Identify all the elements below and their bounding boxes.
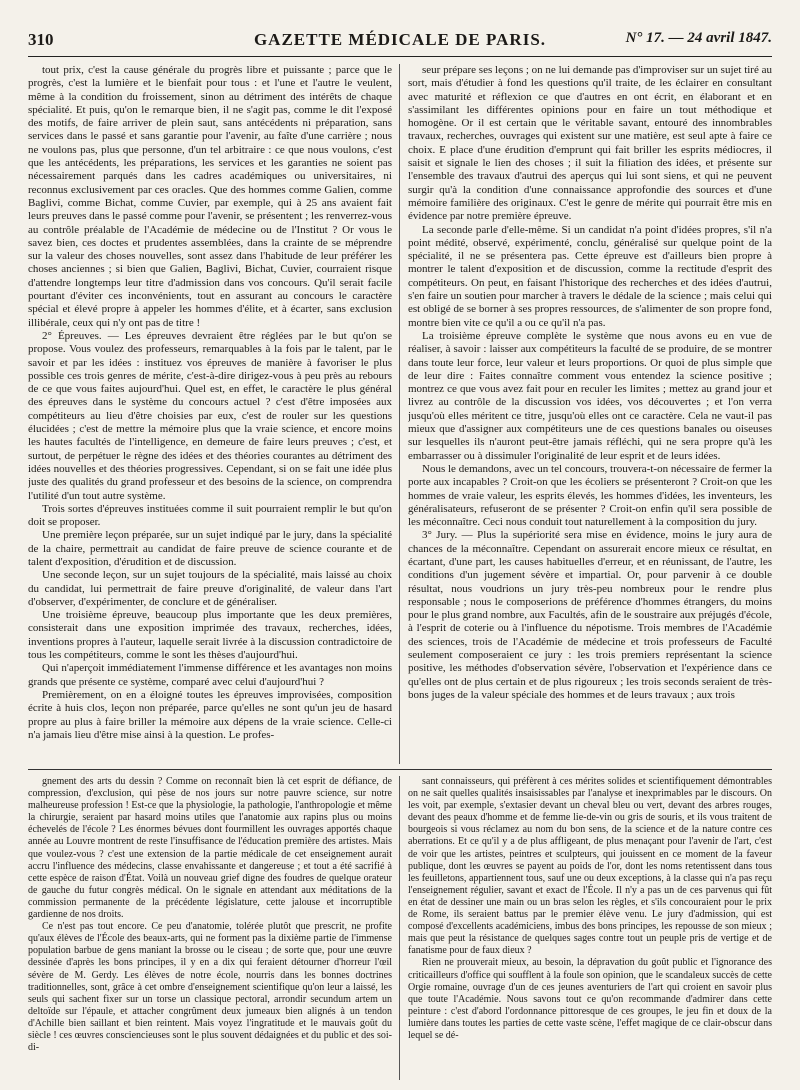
paragraph: seur prépare ses leçons ; on ne lui demande pas d'improviser sur un sujet tiré au sort, mais d'étudier à fond les questions qu'il traite, de les éclairer en consultant avec maturité et réflexion ce que d'autres en ont écrit, en élaborant et en s'assimilant les différentes opinions pour en faire un tout méthodique et homogène. Or il est certain que le véritable savant, entouré des innombrables travaux, recherches, ouvrages qui existent sur une matière, est seul apte à faire ce choix. E place d'une érudition d'emprunt qui fait briller les esprits médiocres, il saisit et signale le lien des choses ; il suit la filiation des idées, et présente sur l'ensemble des travaux d'autrui des aperçus qui lui sont siens, et qui ne peuvent surgir qu'à la condition d'une connaissance approfondie des sources et d'une mémoire familière des originaux. C'est le genre de mérite qui pourrait être mis en évidence par notre première épreuve. <box>408 64 772 223</box>
article-body <box>28 64 772 764</box>
issue-line: N° 17. — 24 avril 1847. <box>625 30 772 46</box>
paragraph: 2° Épreuves. — Les épreuves devraient être réglées par le but qu'on se propose. Vous voulez des professeurs, remarquables à la fois par le talent, par le savoir et par les idées : instituez vos épreuves de manière à favoriser le plus possible ces trois genres de mérite, c'est-à-dire dirigez-vous à peu près au rebours de ce que vous faites aujourd'hui. Quel est, en effet, le caractère le plus général des épreuves dans le système du concours actuel ? c'est d'être imposées aux compétiteurs au lieu d'être choisies par eux, c'est de rouler sur les questions élucidées ; c'est de mettre la mémoire plus que la vraie science, et encore moins les hautes facultés de l'intelligence, en demeure de faire leurs preuves ; c'est, et surtout, de perpétuer le règne des idées et des théories courantes au détriment des idées nouvelles et des théories progressives. Cependant, si on se fait une idée plus juste des qualités du grand professeur et des besoins de la science, on comprendra l'utilité d'un tout autre système. <box>28 329 392 502</box>
paragraph: 3° Jury. — Plus la supériorité sera mise en évidence, moins le jury aura de chances de la méconnaître. Cependant on assurerait encore mieux ce résultat, en écartant, d'une part, les causes habituelles d'erreur, et en réunissant, de l'autre, les conditions d'un jugement sévère et impartial. Or, pour parvenir à ce double résultat, nous voudrions un jury très-peu nombreux pour le rendre plus responsable ; nous le composerions de préférence d'hommes étrangers, du moins pour le plus grand nombre, aux Facultés, afin de le soustraire aux préjugés d'école, à l'esprit de coterie ou à l'influence du népotisme. Trois membres de l'Académie des sciences, trois de l'Académie de médecine et trois professeurs de Faculté seulement composeraient ce jury : les trois premiers représentant la science positive, les méthodes d'observation sévère, l'observation et l'expérience dans ce qu'elles ont de plus certain et de plus rigoureux ; les trois seconds seraient de très-bons juges de la valeur spéciale des hommes et de leurs travaux ; aux trois <box>408 529 772 701</box>
column-divider <box>399 64 400 764</box>
paragraph: gnement des arts du dessin ? Comme on reconnaît bien là cet esprit de défiance, de compression, d'exclusion, qui pèse de nos jours sur notre pauvre science, sur notre malheureuse profession ! Est-ce que la physiologie, la pathologie, l'anthropologie et même la chirurgie, seraient par hasard moins utiles que l'anatomie aux rapins plus ou moins échevelés de l'école ? Les énormes bévues dont fourmillent les ouvrages apportés chaque année au Louvre montrent de reste l'insuffisance de l'éducation première des artistes. Mais que voulez-vous ? c'est une extension de la partie médicale de cet enseignement aurait accru l'influence des médecins, classe envahissante et dangereuse ; et tout a été sacrifié à cette espèce de raison d'État. Voilà un nouveau grief digne des foudres de quelque orateur de gauche du futur congrès médical. On le signale en attendant aux méditations de la commission permanente de la précédente législature, cette jalouse et incorruptible gardienne de nos droits. <box>28 776 392 921</box>
column-divider <box>399 776 400 1080</box>
paragraph: Une troisième épreuve, beaucoup plus importante que les deux premières, consisterait dans une exposition imprimée des travaux, recherches, idées, inventions propres à l'auteur, laquelle serait livrée à la discussion contradictoire de tous les compétiteurs, comme le sont les thèses d'aujourd'hui. <box>28 609 392 662</box>
article-right-column <box>408 64 772 764</box>
page-header <box>28 28 772 57</box>
article-left-column <box>28 64 392 764</box>
feuilleton-body <box>28 776 772 1080</box>
feuilleton-separator <box>28 769 772 770</box>
feuilleton-left-column <box>28 776 392 1080</box>
paragraph: La seconde parle d'elle-même. Si un candidat n'a point d'idées propres, s'il n'a point médité, observé, expérimenté, conclu, généralisé sur quelque point de la spécialité, il ne se présentera pas. Cette épreuve est d'ailleurs bien propre à montrer le talent d'exposition et de discussion, comme la rectitude d'esprit des compétiteurs. On peut, en faisant l'historique des recherches et des idées d'autrui, s'en faire un soutien pour marcher à travers le dédale de la science ; mais celui qui est obligé de se borner à ses propres ressources, de s'alimenter de son propre fond, montre bien vite ce qu'il a ou ce qu'il n'a pas. <box>408 223 772 329</box>
journal-title: GAZETTE MÉDICALE DE PARIS. <box>253 30 547 49</box>
paragraph: Premièrement, on en a éloigné toutes les épreuves improvisées, composition écrite à huis clos, leçon non préparée, parce qu'elles ne sont qu'un jeu de hasard propre au plus à faire briller la mémoire aux dépens de la vraie science. Celle-ci n'a jamais lieu d'être mise ainsi à la question. Le profes- <box>28 688 392 741</box>
paragraph: La troisième épreuve complète le système que nous avons eu en vue de réaliser, à savoir : laisser aux compétiteurs la faculté de se produire, de se montrer dans toute leur force, leur valeur et leurs proportions. Or quoi de plus simple que de leur dire : Faites connaître comment vous entendez la science positive ; montrez ce que vous avez fait pour en reculer les limites ; mettez au grand jour et livrez au contrôle de la discussion vos idées, vos découvertes ; et l'on verra jusqu'où elles méritent ce titre, jusqu'où elles ont ce caractère. Cela ne vaut-il pas mieux que d'assigner aux compétiteurs une de ces questions banales ou oiseuses sur lesquelles ils n'auront peut-être jamais réfléchi, qui ne sera propre qu'à les embarrasser ou à dissimuler l'originalité de leur esprit et de leurs idées. <box>408 329 772 462</box>
paragraph: sant connaisseurs, qui préfèrent à ces mérites solides et scientifiquement démontrables on ne sait quelles qualités insaisissables par l'analyse et inexprimables par le discours. On les voit, par exemple, s'extasier devant un cheval bleu ou vert, devant des arbres rouges, devant des peaux d'homme et de femme lie-de-vin ou gris de souris, et ils vous traitent de bourgeois si vous réclamez au nom du bon sens, de la science et de la nature contre ces aberrations. Et ce qu'il y a de plus affligeant, de plus menaçant pour l'avenir de l'art, c'est de voir que les artistes, peintres et sculpteurs, qui jouissent en ce moment de la faveur publique, dont les œuvres se payent au poids de l'or, dont les noms retentissent dans tous les feuilletons, appartiennent tous, sauf une ou deux exceptions, à la classe qui n'a pas reçu l'enseignement régulier, savant et exact de l'École. Il n'y a pas un de ces parvenus qui fût en état de dessiner une main ou un bras selon les règles, et s'ils concouraient pour le prix de Rome, ils seraient battus par le premier élève venu. Le jury d'admission, qui est composé d'excellents académiciens, imbus des bons principes, les repousse de son mieux ; mais que peut la résistance de quelques sages contre tout un peuple pris de vertige et de fanatisme pour de faux dieux ? <box>408 776 772 957</box>
paragraph: Trois sortes d'épreuves instituées comme il suit pourraient remplir le but qu'on doit se proposer. <box>28 502 392 529</box>
paragraph: Qui n'aperçoit immédiatement l'immense différence et les avantages non moins grands que présente ce système, comparé avec celui d'aujourd'hui ? <box>28 662 392 688</box>
page-number: 310 <box>28 30 54 49</box>
paragraph: tout prix, c'est la cause générale du progrès libre et puissante ; parce que le progrès, c'est la lumière et le bienfait pour tous : et l'une et l'autre le veulent, même à la condition du froissement, sinon au détriment des intérêts de chaque spécialité. Et puis, qu'on le remarque bien, il ne s'agit pas, comme le dit l'exposé des motifs, de faire arriver de plein saut, sans antécédents ni préparation, sans services dans le passé et sans garantie pour l'avenir, au faîte d'une carrière ; nous ne voulons pas, plus que personne, d'un tel arbitraire : ce que nous voulons, c'est que les antécédents, les préparations, les services et les garanties ne soient pas nécessairement parqués dans les cadres académiques ou universitaires, ni reconnus exclusivement par ces oracles. Que des hommes comme Galien, comme Baglivi, comme Bichat, comme Cuvier, par exemple, qui à 25 ans avaient fait leurs preuves dans le passé comme pour l'avenir, se présentent ; les renverrez-vous au contrôle préalable de l'Académie de médecine ou de l'Institut ? Or vous le savez bien, ces doctes et prudentes assemblées, dans la crainte de se méprendre sur la valeur des choses nouvelles, sont assez dans l'habitude de leur préférer les choses anciennes ; si bien que Galien, Baglivi, Bichat, Cuvier, courraient risque d'attendre longtemps leur titre d'admission dans vos concours. Qu'il serait facile pourtant d'éviter ces inconvénients, tout en assurant au concours le caractère spécial et élevé propre à appeler les hommes d'élite, et à écarter, sans exclusion illibérale, ceux qui n'y ont pas de titre ! <box>28 64 392 329</box>
feuilleton-right-column <box>408 776 772 1080</box>
paragraph: Une seconde leçon, sur un sujet toujours de la spécialité, mais laissé au choix du candidat, lui permettrait de faire preuve d'originalité, de valeur dans l'art d'observer, d'expérimenter, de conclure et de généraliser. <box>28 569 392 608</box>
paragraph: Une première leçon préparée, sur un sujet indiqué par le jury, dans la spécialité de la chaire, permettrait au candidat de faire preuve de science courante et de talent d'exposition, d'érudition et de discussion. <box>28 529 392 568</box>
paragraph: Nous le demandons, avec un tel concours, trouvera-t-on nécessaire de fermer la porte aux incapables ? Croit-on que les écoliers se présenteront ? Croit-on que les hommes de vraie valeur, les esprits élevés, les hommes d'idées, les inventeurs, les généralisateurs, refuseront de se présenter ? Croit-on enfin qu'il sera possible de les méconnaître. Ceci nous conduit tout naturellement à la composition du jury. <box>408 462 772 529</box>
paragraph: Rien ne prouverait mieux, au besoin, la dépravation du goût public et l'ignorance des criticailleurs d'office qui soufflent à la foule son opinion, que le scandaleux succès de cette Orgie romaine, ouvrage d'un de ces jeunes aventuriers de l'art qui croient en savoir plus que toute l'Académie. Nous savons tout ce qu'on recommande d'admirer dans cette peinture : c'est d'abord l'ordonnance pittoresque de ces groupes, le jeu fin et doux de la lumière dans toutes les parties de cette vaste scène, l'effet magique de ce clair-obscur dans lequel se dé- <box>408 957 772 1041</box>
paragraph: Ce n'est pas tout encore. Ce peu d'anatomie, tolérée plutôt que prescrit, ne profite qu'aux élèves de l'École des beaux-arts, qui ne forment pas la dixième partie de l'immense population barbue de gens maniant la brosse ou le ciseau ; de sorte que, pour une œuvre dessinée d'après les bons principes, il y en a dix qui feraient détourner d'horreur l'œil sévère de M. Gerdy. Les élèves de notre école, nourris dans les bonnes doctrines traditionnelles, sont, grâce à cet ombre d'enseignement scientifique qu'on leur a laissé, les seuls qui sachent fixer sur un torse un classique pectoral, arrondir secundum artem un deltoïde sur l'épaule, et attacher congrûment deux jumeaux bien alignés à un tendon d'Achille bien saillant et bien reintent. Mais voyez l'ingratitude et le mauvais goût du siècle ! ces œuvres consciencieuses sont le plus souvent dédaignées et du public et des soi-di- <box>28 921 392 1054</box>
